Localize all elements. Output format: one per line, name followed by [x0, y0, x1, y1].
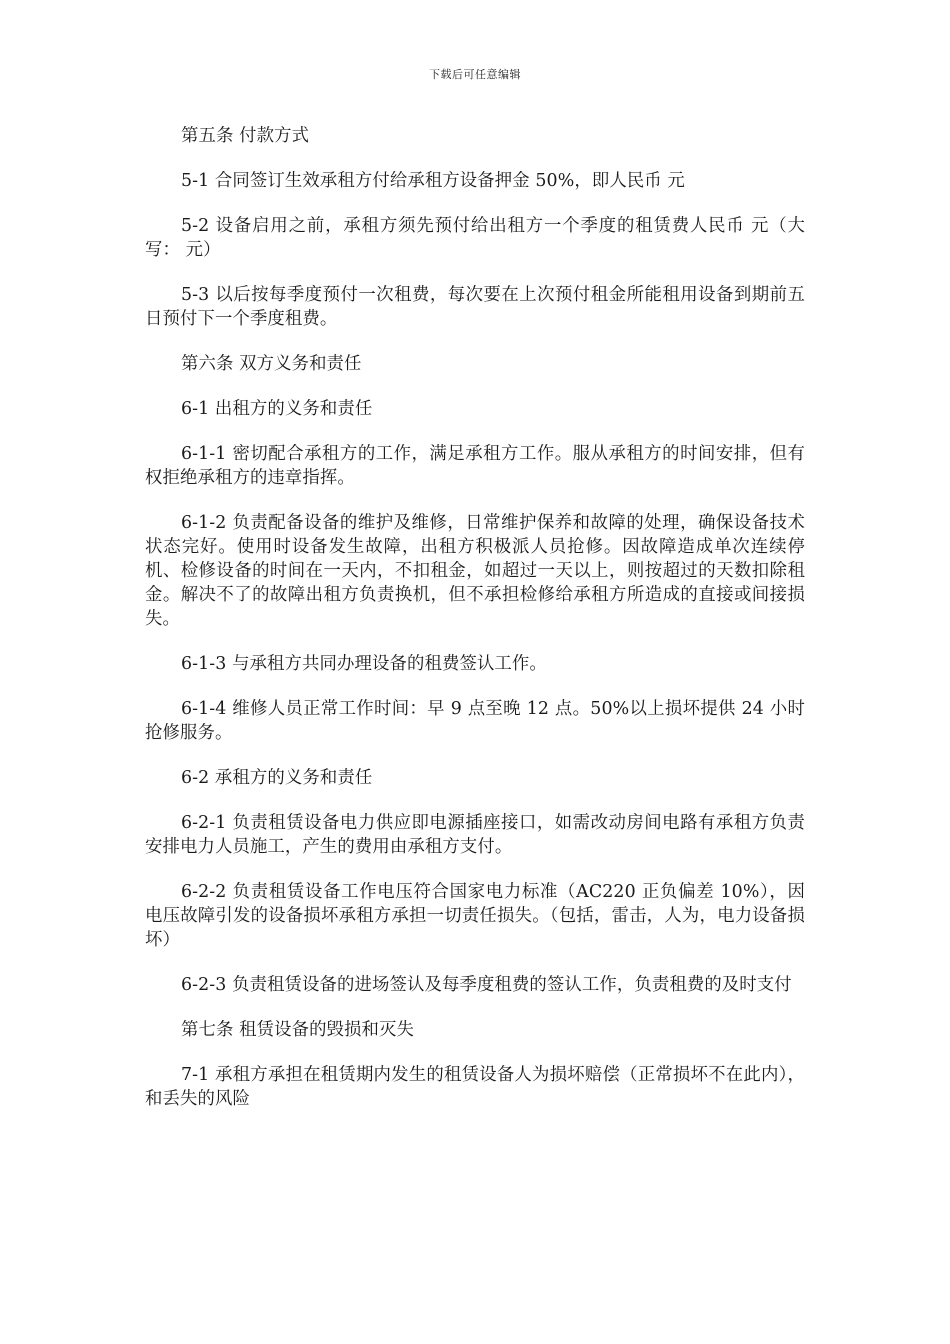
clause-5-1: 5-1 合同签订生效承租方付给承租方设备押金 50%，即人民币 元	[181, 171, 685, 191]
header-note: 下载后可任意编辑	[429, 68, 521, 81]
article-5-heading: 第五条 付款方式	[181, 126, 310, 146]
clause-5-2: 5-2 设备启用之前，承租方须先预付给出租方一个季度的租赁费人民币 元（大写： 元）	[145, 216, 805, 260]
clause-6-1-1: 6-1-1 密切配合承租方的工作，满足承租方工作。服从承租方的时间安排，但有权拒绝承租方的违章指挥。	[145, 444, 805, 488]
clause-6-2-1: 6-2-1 负责租赁设备电力供应即电源插座接口，如需改动房间电路有承租方负责安排电力人员施工，产生的费用由承租方支付。	[145, 813, 805, 857]
clause-6-1: 6-1 出租方的义务和责任	[181, 399, 373, 419]
article-6-heading: 第六条 双方义务和责任	[181, 354, 362, 374]
document-body	[145, 124, 805, 1132]
clause-6-1-3: 6-1-3 与承租方共同办理设备的租费签认工作。	[181, 654, 547, 674]
clause-6-2-3: 6-2-3 负责租赁设备的进场签认及每季度租费的签认工作，负责租费的及时支付	[181, 975, 792, 995]
clause-6-1-4: 6-1-4 维修人员正常工作时间：早 9 点至晚 12 点。50%以上损坏提供 24 小时抢修服务。	[145, 699, 805, 743]
clause-6-2-2: 6-2-2 负责租赁设备工作电压符合国家电力标准（AC220 正负偏差 10%），因电压故障引发的设备损坏承租方承担一切责任损失。（包括，雷击，人为，电力设备损坏）	[145, 882, 805, 950]
clause-7-1: 7-1 承租方承担在租赁期内发生的租赁设备人为损坏赔偿（正常损坏不在此内），和丢失的风险	[145, 1065, 805, 1109]
clause-6-2: 6-2 承租方的义务和责任	[181, 768, 373, 788]
article-7-heading: 第七条 租赁设备的毁损和灭失	[181, 1020, 415, 1040]
clause-6-1-2: 6-1-2 负责配备设备的维护及维修，日常维护保养和故障的处理，确保设备技术状态完好。使用时设备发生故障，出租方积极派人员抢修。因故障造成单次连续停机、检修设备的时间在一天内，不扣租金，如超过一天以上，则按超过的天数扣除租金。解决不了的故障出租方负责换机，但不承担检修给承租方所造成的直接或间接损失。	[145, 513, 805, 629]
clause-5-3: 5-3 以后按每季度预付一次租费，每次要在上次预付租金所能租用设备到期前五日预付下一个季度租费。	[145, 285, 805, 329]
